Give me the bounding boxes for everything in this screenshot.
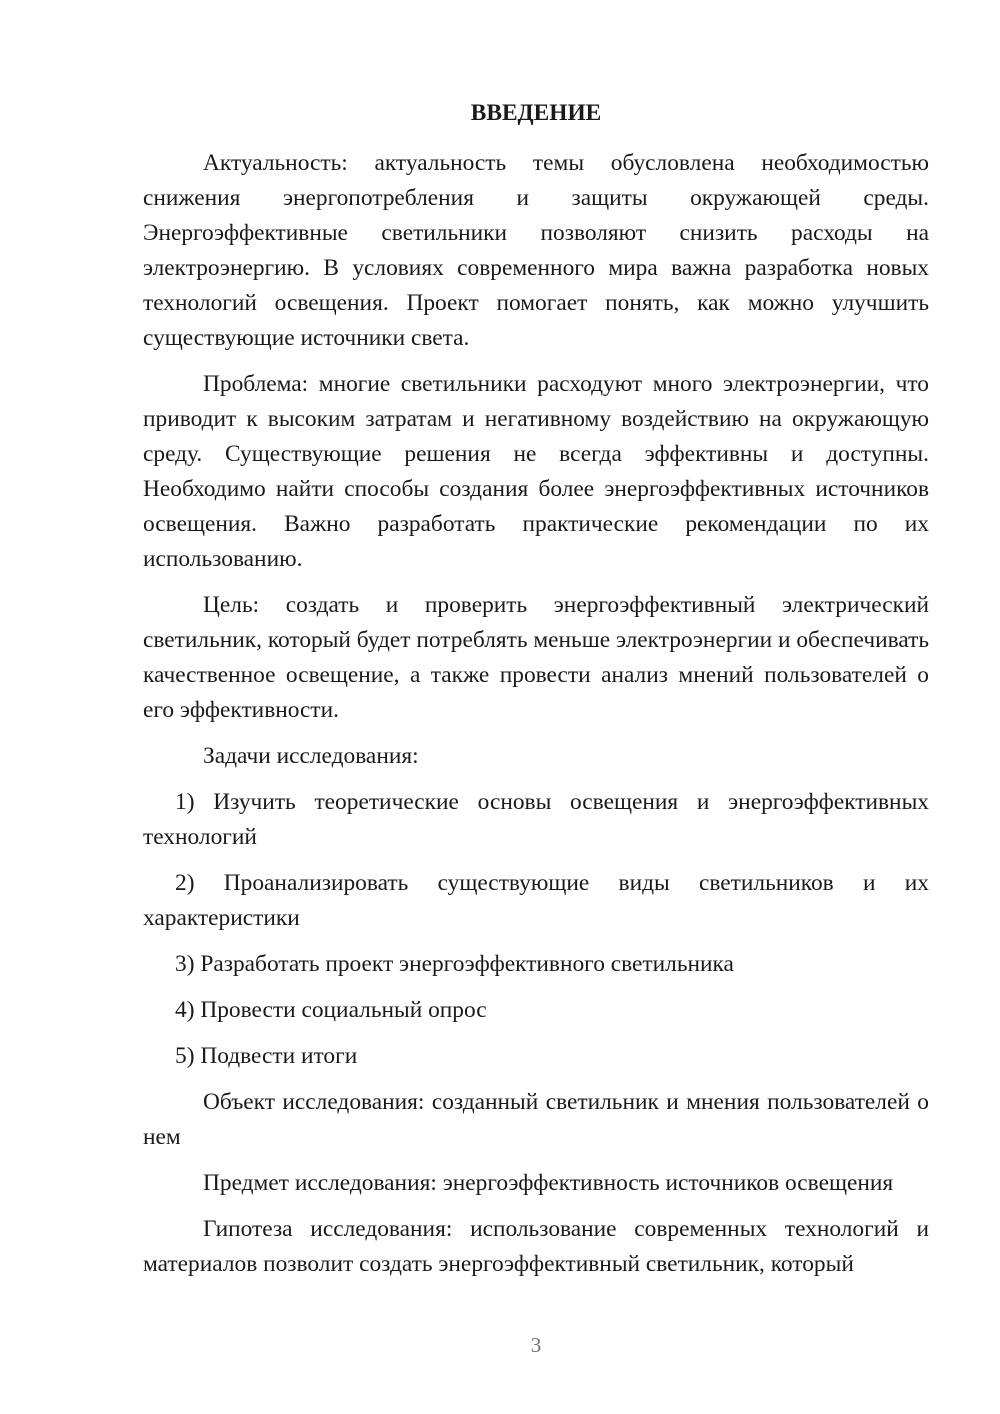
object-paragraph: Объект исследования: созданный светильник и мнения пользователей о нем bbox=[143, 1089, 929, 1150]
page-number: 3 bbox=[530, 1333, 542, 1357]
task-item-1: 1) Изучить теоретические основы освещения и энергоэффективных технологий bbox=[143, 789, 929, 850]
task-item-2: 2) Проанализировать существующие виды светильников и их характеристики bbox=[143, 870, 929, 931]
relevance-paragraph: Актуальность: актуальность темы обусловлена необходимостью снижения энергопотребления и защиты окружающей среды. Энергоэффективные светильники позволяют снизить расходы на электроэнергию. В условиях современного мира важна разработка новых технологий освещения. Проект помогает понять, как можно улучшить существующие источники света. bbox=[143, 150, 929, 351]
page-title: ВВЕДЕНИЕ bbox=[470, 100, 602, 126]
task-item-5: 5) Подвести итоги bbox=[175, 1043, 358, 1069]
goal-paragraph: Цель: создать и проверить энергоэффективный электрический светильник, который будет потреблять меньше электроэнергии и обеспечивать качественное освещение, а также провести анализ мнений пользователей о его эффективности. bbox=[143, 592, 929, 723]
subject-paragraph: Предмет исследования: энергоэффективность источников освещения bbox=[203, 1170, 894, 1196]
page-content bbox=[143, 96, 929, 1293]
hypothesis-paragraph: Гипотеза исследования: использование современных технологий и материалов позволит создать энергоэффективный светильник, который bbox=[143, 1216, 929, 1277]
task-item-3: 3) Разработать проект энергоэффективного светильника bbox=[175, 951, 734, 977]
task-item-4: 4) Провести социальный опрос bbox=[175, 997, 487, 1023]
problem-paragraph: Проблема: многие светильники расходуют много электроэнергии, что приводит к высоким затратам и негативному воздействию на окружающую среду. Существующие решения не всегда эффективны и доступны. Необходимо найти способы создания более энергоэффективных источников освещения. Важно разработать практические рекомендации по их использованию. bbox=[143, 371, 929, 572]
tasks-heading: Задачи исследования: bbox=[203, 743, 419, 769]
